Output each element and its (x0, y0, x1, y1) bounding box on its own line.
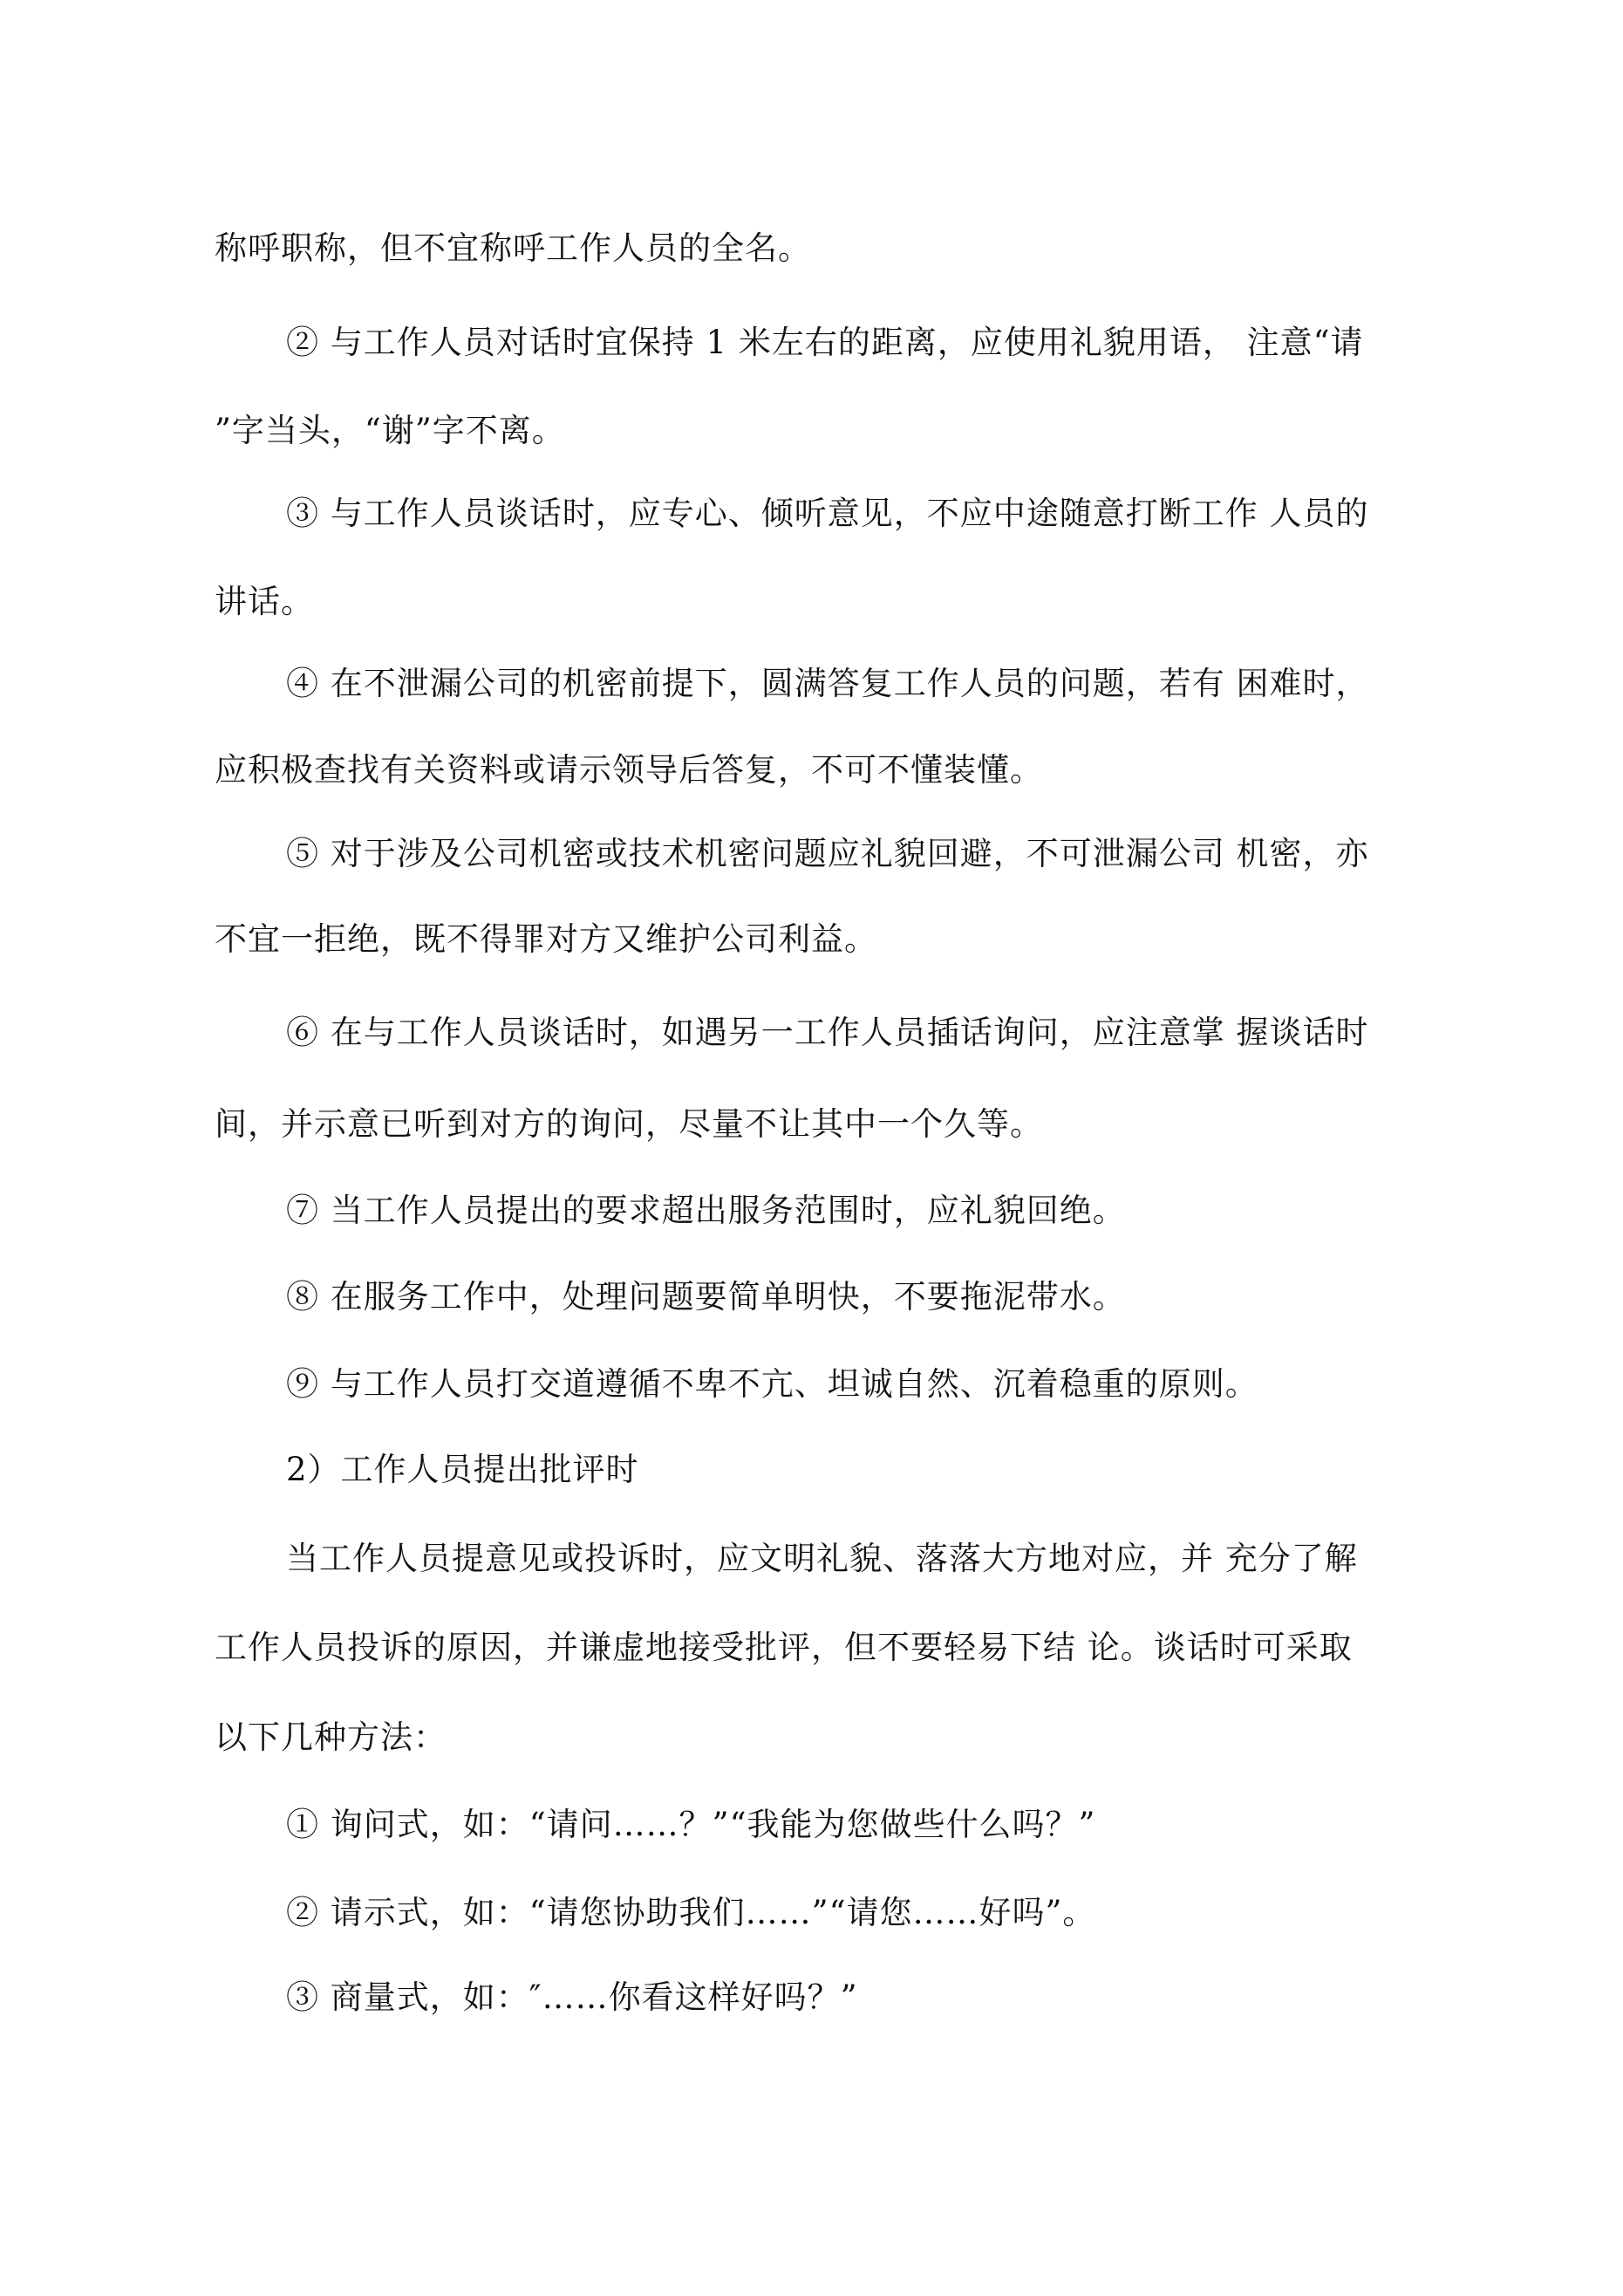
text-line: ② 请示式，如：“请您协助我们……”“请您……好吗”。 (286, 1894, 1096, 1931)
text-line: 当工作人员提意见或投诉时，应文明礼貌、落落大方地对应，并 充分了解 (286, 1540, 1358, 1577)
text-line: 称呼职称，但不宜称呼工作人员的全名。 (215, 229, 811, 267)
text-line: 不宜一拒绝，既不得罪对方又维护公司利益。 (215, 920, 877, 958)
text-line: ③ 与工作人员谈话时，应专心、倾听意见，不应中途随意打断工作 人员的 (286, 495, 1369, 532)
text-line: 以下几种方法： (215, 1719, 447, 1756)
text-line: ② 与工作人员对话时宜保持 1 米左右的距离，应使用礼貌用语， 注意“请 (286, 324, 1364, 361)
text-line: ⑧ 在服务工作中，处理问题要简单明快，不要拖泥带水。 (286, 1278, 1126, 1315)
text-line: ⑦ 当工作人员提出的要求超出服务范围时，应礼貌回绝。 (286, 1192, 1126, 1229)
text-line: 间，并示意已听到对方的询问，尽量不让其中一个久等。 (215, 1105, 1043, 1143)
text-line: ① 询问式，如：“请问……？”“我能为您做些什么吗？” (286, 1806, 1096, 1843)
text-line: 讲话。 (215, 583, 314, 620)
section-heading: 2）工作人员提出批评时 (286, 1451, 639, 1488)
text-line: ⑤ 对于涉及公司机密或技术机密问题应礼貌回避，不可泄漏公司 机密，亦 (286, 835, 1369, 872)
text-line: ⑨ 与工作人员打交道遵循不卑不亢、坦诚自然、沉着稳重的原则。 (286, 1365, 1258, 1403)
text-line: ”字当头，“谢”字不离。 (215, 412, 565, 449)
text-line: ③ 商量式，如：″……你看这样好吗？” (286, 1978, 858, 2016)
text-line: ④ 在不泄漏公司的机密前提下，圆满答复工作人员的问题，若有 困难时， (286, 665, 1369, 702)
text-line: ⑥ 在与工作人员谈话时，如遇另一工作人员插话询问，应注意掌 握谈话时 (286, 1014, 1369, 1051)
text-line: 工作人员投诉的原因，并谦虚地接受批评，但不要轻易下结 论。谈话时可采取 (215, 1629, 1353, 1666)
text-line: 应积极查找有关资料或请示领导后答复，不可不懂装懂。 (215, 751, 1043, 789)
